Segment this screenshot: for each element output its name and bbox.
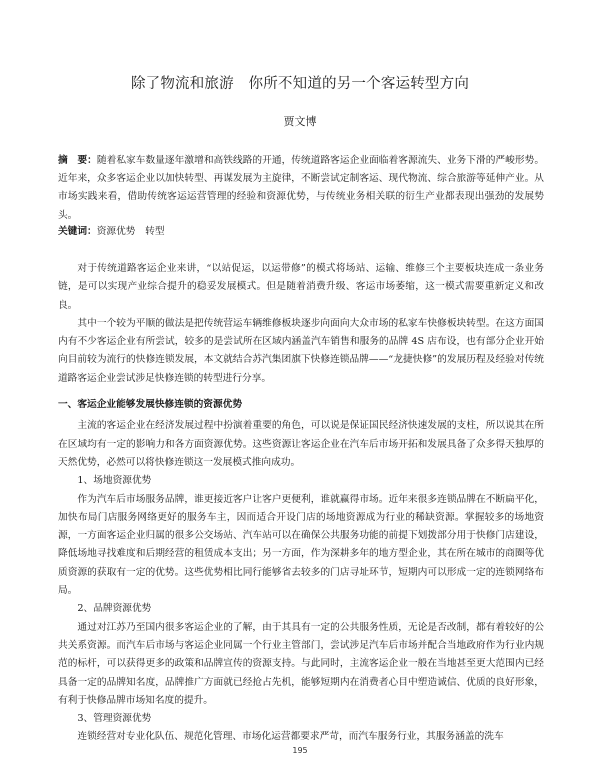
keywords-label: 关键词： [58, 226, 97, 237]
paragraph: 连锁经营对专业化队伍、规范化管理、市场化运营都要求严苛，而汽车服务行业，其服务涵盖的洗车 [77, 731, 504, 743]
paragraph: 主流的客运企业在经济发展过程中扮演着重要的角色，可以说是保证国民经济快速发展的支柱，所以说其在所在区域均有一定的影响力和各方面资源优势。这些资源让客运企业在汽车后市场开拓和发展具备了众多得天独厚的天然优势，必然可以将快修连锁这一发展模式推向成功。 [58, 420, 544, 468]
subsection-heading: 1、场地资源优势 [77, 475, 152, 487]
author-name: 贾文博 [283, 115, 317, 128]
abstract-text: 随着私家车数量逐年激增和高铁线路的开通，传统道路客运企业面临着客源流失、业务下滑的严峻形势。近年来，众多客运企业以加快转型、再谋发展为主旋律，不断尝试定制客运、现代物流、综合旅游等延伸产业。从市场实践来看，借助传统客运运营管理的经验和资源优势，与传统业务相关联的衍生产业都表现出强劲的发展势头。 [58, 155, 545, 221]
paragraph: 作为汽车后市场服务品牌，谁更接近客户让客户更便利，谁就赢得市场。近年来很多连锁品牌在不断扁平化，加快布局门店服务网络更好的服务车主，因而适合开设门店的场地资源成为行业的稀缺资源。掌握较多的场地资源，一方面客运企业归属的很多公交场站、汽车站可以在确保公共服务功能的前提下划拨部分用于快修门店建设，降低场地寻找难度和后期经营的租赁成本支出；另一方面，作为深耕多年的地方型企业，其在所在城市的商圈等优质资源的获取有一定的优势。这些优势相比同行能够省去较多的门店寻址环节，短期内可以形成一定的连锁网络布局。 [58, 493, 544, 597]
abstract [58, 152, 544, 225]
subsection-heading: 3、管理资源优势 [77, 713, 152, 725]
abstract-label: 摘 要： [58, 155, 97, 166]
page-number: 195 [292, 746, 308, 755]
section-heading: 一、客运企业能够发展快修连锁的资源优势 [58, 399, 243, 411]
keywords [58, 223, 544, 241]
paragraph: 其中一个较为平顺的做法是把传统营运车辆维修板块逐步向面向大众市场的私家车快修板块转型。在这方面国内有不少客运企业有所尝试，较多的是尝试所在区域内涵盖汽车销售和服务的品牌 4S 店布设，也有部分企业开始向目前较为流行的快修连锁发展，本文就结合苏汽集团旗下快修连锁品牌——“龙捷快修”的发展历程及经验对传统道路客运企业尝试涉足快修连锁的转型进行分享。 [58, 317, 544, 384]
article-body [58, 260, 544, 747]
article-title: 除了物流和旅游 你所不知道的另一个客运转型方向 [130, 76, 470, 92]
paragraph: 通过对江苏乃至国内很多客运企业的了解，由于其具有一定的公共服务性质，无论是否改制，都有着较好的公共关系资源。而汽车后市场与客运企业同属一个行业主管部门，尝试涉足汽车后市场并配合当地政府作为行业内规范的标杆，可以获得更多的政策和品牌宣传的资源支持。与此同时，主流客运企业一般在当地甚至更大范围内已经具备一定的品牌知名度，品牌推广方面就已经抢占先机，能够短期内在消费者心目中塑造诚信、优质的良好形象，有利于快修品牌市场知名度的提升。 [58, 621, 544, 706]
keywords-text: 资源优势 转型 [96, 226, 165, 237]
subsection-heading: 2、品牌资源优势 [77, 603, 152, 615]
paragraph: 对于传统道路客运企业来讲，“以站促运，以运带修”的模式将场站、运输、维修三个主要板块连成一条业务链，是可以实现产业综合提升的稳妥发展模式。但是随着消费升级、客运市场萎缩，这一模式需要重新定义和改良。 [58, 263, 544, 311]
